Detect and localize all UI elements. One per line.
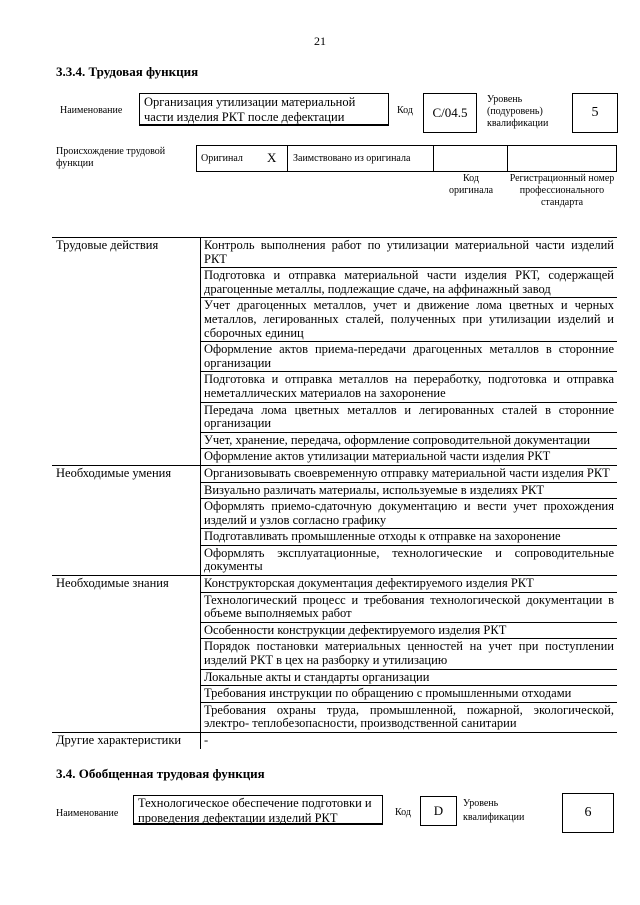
- table-item: Оформлять приемо-сдаточную документацию и вести учет прохождения изделий и узлов согласно графику: [201, 499, 618, 529]
- function-name-value: Организация утилизации материальной части изделия РКТ после дефектации: [144, 95, 356, 124]
- page-number: 21: [314, 34, 326, 48]
- origin-label: Происхождение трудовой функции: [56, 146, 166, 169]
- reg-number-label: Регистрационный номер профессионального стандарта: [509, 173, 615, 208]
- table-item: Требования охраны труда, промышленной, пожарной, экологической, электро- теплобезопасности, производственной санитарии: [201, 702, 618, 732]
- table-item: Особенности конструкции дефектируемого изделия РКТ: [201, 622, 618, 639]
- table-item: Технологический процесс и требования технологической документации в объеме выполняемых работ: [201, 592, 618, 622]
- original-label: Оригинал: [201, 153, 243, 164]
- table-item: Учет драгоценных металлов, учет и движение лома цветных и черных металлов, легированных сталей, полученных при утилизации изделий и сборочных единиц: [201, 298, 618, 342]
- function-name-box: [139, 93, 389, 126]
- table-item: Требования инструкции по обращению с промышленными отходами: [201, 686, 618, 703]
- table-item: Визуально различать материалы, используемые в изделиях РКТ: [201, 482, 618, 499]
- section-label: Необходимые знания: [52, 576, 201, 733]
- code-value-2: D: [433, 803, 444, 818]
- section-heading-3-3-4: 3.3.4. Трудовая функция: [56, 64, 199, 79]
- table-row: [52, 733, 617, 749]
- level-box: [572, 93, 618, 133]
- code-value: C/04.5: [432, 105, 468, 120]
- name-label-2: Наименование: [56, 808, 119, 819]
- generalized-function-name-box: [133, 795, 383, 825]
- name-label: Наименование: [60, 105, 123, 116]
- code-box: [423, 93, 477, 133]
- divider: [433, 145, 434, 172]
- table-item: Локальные акты и стандарты организации: [201, 669, 618, 686]
- section-heading-3-4: 3.4. Обобщенная трудовая функция: [56, 766, 265, 781]
- code-label: Код: [397, 105, 413, 116]
- code-box-2: [420, 796, 457, 826]
- section-label: Необходимые умения: [52, 465, 201, 575]
- level-box-2: [562, 793, 614, 833]
- table-item: Организовывать своевременную отправку материальной части изделия РКТ: [201, 465, 618, 482]
- table-item: Порядок постановки материальных ценностей на учет при поступлении изделий РКТ в цех на разборку и утилизацию: [201, 639, 618, 669]
- table-item: Подготовка и отправка материальной части изделия РКТ, содержащей драгоценные металлы, подлежащие сдаче, на аффинажный завод: [201, 268, 618, 298]
- divider: [287, 145, 288, 172]
- level-value: 5: [591, 105, 599, 120]
- original-mark: X: [267, 150, 277, 165]
- table-item: Подготавливать промышленные отходы к отправке на захоронение: [201, 529, 618, 546]
- table-item: -: [201, 733, 618, 749]
- level-value-2: 6: [584, 805, 592, 820]
- table-item: Контроль выполнения работ по утилизации материальной части изделий РКТ: [201, 238, 618, 268]
- table-item: Оформление актов утилизации материальной части изделия РКТ: [201, 449, 618, 466]
- table-row: [52, 238, 617, 268]
- section-label: Другие характеристики: [52, 733, 201, 749]
- table-row: [52, 576, 617, 593]
- borrowed-label: Заимствовано из оригинала: [293, 153, 411, 164]
- origin-code-label: Код оригинала: [448, 173, 494, 196]
- table-item: Конструкторская документация дефектируемого изделия РКТ: [201, 576, 618, 593]
- level-label: Уровень (подуровень) квалификации: [487, 94, 549, 129]
- code-label-2: Код: [395, 807, 411, 818]
- divider: [507, 145, 508, 172]
- function-details-table: [52, 237, 617, 749]
- section-label: Трудовые действия: [52, 238, 201, 466]
- level-label-2: Уровень квалификации: [463, 798, 525, 823]
- table-item: Подготовка и отправка металлов на переработку, подготовка и отправка неметаллических материалов на захоронение: [201, 372, 618, 402]
- generalized-function-name-value: Технологическое обеспечение подготовки и проведения дефектации изделий РКТ: [138, 796, 372, 825]
- table-item: Оформление актов приема-передачи драгоценных металлов в сторонние организации: [201, 342, 618, 372]
- table-item: Передача лома цветных металлов и легированных сталей в сторонние организации: [201, 402, 618, 432]
- table-item: Оформлять эксплуатационные, технологические и сопроводительные документы: [201, 545, 618, 575]
- table-row: [52, 465, 617, 482]
- table-item: Учет, хранение, передача, оформление сопроводительной документации: [201, 432, 618, 449]
